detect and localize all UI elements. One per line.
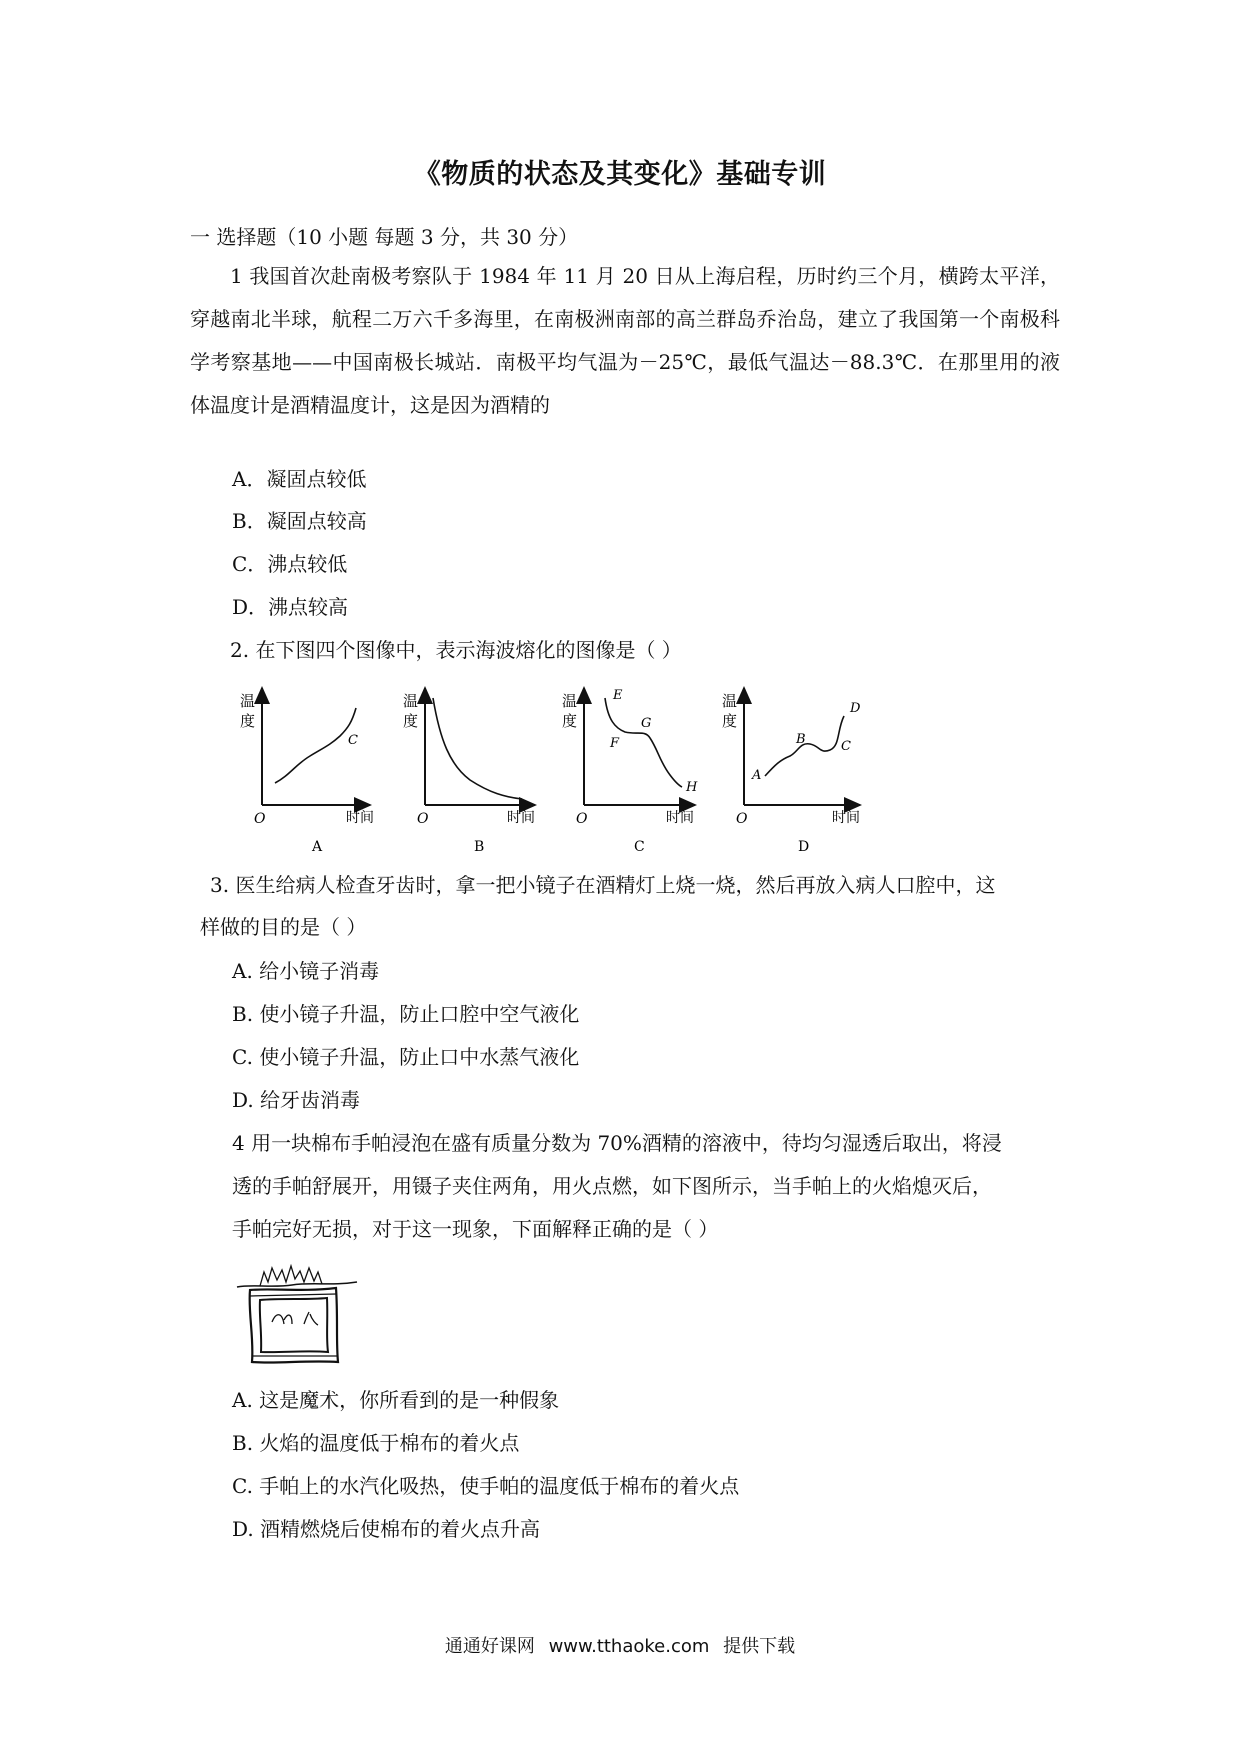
graph-c-ylabel-1: 温 (562, 692, 578, 710)
graph-a-curve (275, 708, 356, 783)
graph-a-xlabel: 时间 (346, 810, 374, 826)
footer-site-name: 通通好课网 (444, 1636, 535, 1657)
graph-a (240, 688, 374, 855)
graph-c-point-h: H (686, 780, 698, 795)
section-heading: 一 选择题（10 小题 每题 3 分，共 30 分） (190, 225, 579, 249)
question-4-stem-line-3: 手帕完好无损，对于这一现象，下面解释正确的是（ ） (232, 1217, 719, 1241)
graph-d-origin: O (736, 811, 748, 827)
graph-c-origin: O (576, 811, 588, 827)
footer-suffix: 提供下载 (723, 1636, 796, 1657)
graph-d-caption: D (798, 839, 810, 855)
graph-d-xlabel: 时间 (832, 810, 860, 826)
question-3-stem-line-1: 3. 医生给病人检查牙齿时，拿一把小镜子在酒精灯上烧一烧，然后再放入病人口腔中，这 (210, 873, 996, 897)
q4-option-d: D. 酒精燃烧后使棉布的着火点升高 (232, 1517, 541, 1541)
q4-option-c: C. 手帕上的水汽化吸热，使手帕的温度低于棉布的着火点 (232, 1474, 740, 1498)
question-4-stem-line-1: 4 用一块棉布手帕浸泡在盛有质量分数为 70%酒精的溶液中，待均匀湿透后取出，将浸 (232, 1131, 1002, 1155)
graph-d-point-a: A (752, 768, 762, 783)
document-title: 《物质的状态及其变化》基础专训 (413, 159, 827, 190)
footer-url-link[interactable]: www.tthaoke.com (548, 1636, 710, 1657)
q1-option-c: C．沸点较低 (232, 552, 348, 576)
q1-option-b: B．凝固点较高 (232, 509, 367, 533)
question-2-stem: 2. 在下图四个图像中，表示海波熔化的图像是（ ） (230, 638, 682, 662)
q1-option-d: D．沸点较高 (232, 595, 349, 619)
graph-a-point-c: C (348, 733, 358, 748)
q3-option-a: A. 给小镜子消毒 (232, 959, 380, 983)
q3-option-c: C. 使小镜子升温，防止口中水蒸气液化 (232, 1045, 580, 1069)
graph-d-ylabel-1: 温 (722, 692, 738, 710)
graph-c-caption: C (634, 839, 645, 855)
graph-c-point-g: G (641, 716, 652, 731)
graph-c-ylabel-2: 度 (562, 712, 578, 730)
graph-c-point-e: E (613, 688, 623, 703)
q3-option-d: D. 给牙齿消毒 (232, 1088, 361, 1112)
graph-b-curve (433, 698, 522, 799)
q4-option-a: A. 这是魔术，你所看到的是一种假象 (232, 1388, 560, 1412)
graph-b-caption: B (474, 839, 485, 855)
q1-option-a: A．凝固点较低 (232, 467, 367, 491)
handkerchief-figure (232, 1262, 362, 1367)
graph-d (722, 688, 861, 855)
graph-d-point-b: B (796, 732, 806, 747)
graph-c-point-f: F (610, 736, 620, 751)
q3-option-b: B. 使小镜子升温，防止口腔中空气液化 (232, 1002, 580, 1026)
graph-c-xlabel: 时间 (666, 810, 694, 826)
graph-b-xlabel: 时间 (507, 810, 535, 826)
graph-a-origin: O (254, 811, 266, 827)
graph-d-point-c: C (841, 739, 851, 754)
question-4-stem-line-2: 透的手帕舒展开，用镊子夹住两角，用火点燃，如下图所示，当手帕上的火焰熄灭后， (232, 1174, 992, 1198)
graph-a-ylabel-1: 温 (240, 692, 256, 710)
page-footer (0, 1632, 1240, 1658)
graph-a-ylabel-2: 度 (240, 712, 256, 730)
graph-b-origin: O (417, 811, 429, 827)
q2-graphs-figure (230, 680, 890, 855)
question-3-stem-line-2: 样做的目的是（ ） (200, 915, 367, 939)
graph-b-ylabel-2: 度 (403, 712, 419, 730)
graph-d-ylabel-2: 度 (722, 712, 738, 730)
graph-d-point-d: D (850, 701, 861, 716)
q4-option-b: B. 火焰的温度低于棉布的着火点 (232, 1431, 520, 1455)
graph-b-ylabel-1: 温 (403, 692, 419, 710)
question-1-stem: 1 我国首次赴南极考察队于 1984 年 11 月 20 日从上海启程，历时约三个月，横跨太平洋，穿越南北半球，航程二万六千多海里，在南极洲南部的高兰群岛乔治岛，建立了我国第一个南极科学考察基地——中国南极长城站．南极平均气温为－25℃，最低气温达－88.3℃．在那里用的液体温度计是酒精温度计，这是因为酒精的 (190, 264, 1060, 417)
graph-c (562, 688, 698, 855)
graph-a-caption: A (312, 839, 323, 855)
graph-b (403, 688, 535, 855)
